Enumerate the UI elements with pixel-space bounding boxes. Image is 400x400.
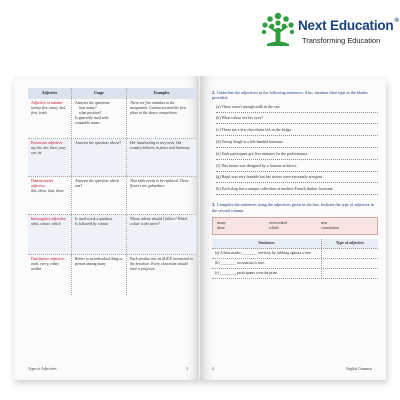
table-row [28, 99, 196, 139]
usage-subline: how many? [79, 106, 97, 110]
header-sentences: Sentences [212, 239, 322, 248]
exercise-item: (g) Rajul was very humble but her sisters were extremely arrogant. [216, 174, 323, 180]
question-3-instruction [212, 202, 378, 213]
right-page-number: 4 [212, 367, 214, 371]
adjective-cell [28, 99, 72, 138]
usage-cell [72, 177, 127, 214]
registered-mark: ® [394, 18, 399, 24]
table-header-row [212, 239, 378, 249]
left-page-number: 3 [186, 367, 188, 371]
type-answer-cell[interactable] [322, 269, 378, 278]
adjective-words: twenty-five, many, last, first, tenth [31, 106, 66, 115]
word-box-item: which [268, 226, 279, 231]
brand-name [298, 18, 399, 33]
answer-blank[interactable] [216, 120, 378, 124]
sentence-cell: (a) A bear marks ________ territory by rubbing against a tree. [212, 249, 322, 258]
brand-name-text: Next Education [298, 18, 394, 33]
brand-logo [258, 10, 399, 54]
adjective-table [28, 88, 196, 295]
usage-line: Answers the question: whose? [75, 141, 122, 145]
word-box-item: many [217, 221, 226, 225]
adjective-cell [28, 215, 72, 254]
usage-line: Refers to an individual thing or person among many [75, 257, 123, 266]
examples-cell: That table needs to be replaced. Those flowers are gulmohars. [130, 179, 189, 188]
table-header-row [28, 88, 196, 99]
usage-line: Is generally used with countable nouns [75, 116, 109, 125]
examples-cell: Each product has its M.R.P. mentioned in the brochure. Every classroom should have a projector. [130, 257, 193, 271]
question-2-instruction [212, 90, 378, 101]
table-row [28, 139, 196, 177]
exercise-item: (e) Each participant got five minutes for the performance. [216, 150, 309, 156]
type-answer-cell[interactable] [322, 259, 378, 268]
adjective-title: Demonstrative adjective: [31, 179, 54, 188]
sentence-cell: (c) ________ participants won the prize. [212, 269, 322, 278]
brand-tagline: Transforming Education [302, 36, 381, 45]
usage-subline: what position? [79, 111, 102, 115]
usage-cell [72, 215, 127, 254]
usage-cell [72, 255, 127, 295]
word-box-item: new [320, 221, 328, 225]
exercise-content [212, 90, 378, 279]
adjective-cell [28, 139, 72, 176]
answer-blank[interactable] [216, 132, 378, 136]
word-box [212, 217, 378, 235]
adjective-title: Interrogative adjective: [31, 217, 67, 221]
word-box-item: overcooked [268, 221, 288, 225]
usage-line: Answers the question: which one? [75, 179, 119, 188]
exercise-item: (d) Yuvraj Singh is a left-handed batsman. [216, 139, 284, 144]
usage-cell [72, 99, 127, 138]
right-footer-title: English Grammar [346, 367, 372, 371]
adjective-title: Adjective of number: [31, 101, 64, 105]
sentence-cell: (b) ________ accusation is true. [212, 259, 322, 268]
adjective-words: what, whose, which [31, 222, 61, 226]
table-row [28, 255, 196, 295]
question-number: 3. [212, 202, 216, 208]
header-type: Type of adjective [335, 241, 365, 246]
word-box-item: consolation [320, 226, 339, 231]
adjective-title: Distributive adjective: [31, 257, 65, 261]
adjective-cell [28, 255, 72, 295]
header-examples: Examples [153, 91, 170, 95]
question-text: Complete the sentences using the adjectives given in the box. Indicate the type of adjective in the second column. [212, 202, 374, 213]
table-row [28, 177, 196, 215]
examples-cell: Whose advice should I follow? Which colour is the saree? [130, 217, 188, 226]
answer-blank[interactable] [216, 156, 378, 160]
header-adjective: Adjective [28, 88, 72, 99]
usage-line: Is used to ask a question. [75, 217, 113, 221]
tree-logo-icon [258, 10, 298, 50]
type-answer-cell[interactable] [322, 249, 378, 258]
table-row [28, 215, 196, 255]
header-usage: Usage [72, 88, 127, 99]
answer-blank[interactable] [216, 191, 378, 195]
exercise-item: (f) This house was designed by a famous architect. [216, 162, 298, 168]
usage-line: Answers the questions: [75, 101, 111, 105]
examples-cell: Her handwriting is very neat. Our country believes in peace and harmony. [130, 141, 191, 150]
adjective-title: Possessive adjective: [31, 141, 63, 145]
examples-cell: There are five mistakes in the assignment. Garima secured the first place in the dance competition. [130, 101, 187, 115]
adjective-cell [28, 177, 72, 214]
adjective-words: each, every, either, neither [31, 262, 60, 271]
table-row [212, 269, 378, 279]
answer-blank[interactable] [216, 109, 378, 113]
right-page [200, 76, 386, 380]
table-row [212, 249, 378, 259]
answer-blank[interactable] [216, 144, 378, 148]
usage-cell [72, 139, 127, 176]
question-text: Underline the adjectives in the following sentences. Also, mention their type in the blanks provided. [212, 90, 368, 101]
adjective-words: this, these, that, those [31, 189, 64, 193]
exercise-item: (a) There wasn't enough milk in the can. [216, 103, 281, 109]
table-row [212, 259, 378, 269]
word-box-item: these [217, 226, 225, 231]
answer-blank[interactable] [216, 168, 378, 172]
exercise-item: (b) What colour are his eyes? [216, 115, 263, 121]
adjective-words: my, his, her, their, your, our, its [31, 146, 67, 155]
usage-line: Is followed by a noun [75, 222, 109, 226]
exercise-item: (h) Each shop has a unique collection of modern French leather footwear. [216, 186, 334, 192]
answer-blank[interactable] [216, 179, 378, 183]
sentence-table [212, 239, 378, 279]
left-footer-title: Types of Adjectives [28, 367, 57, 371]
left-page [14, 76, 200, 380]
question-number: 2. [212, 90, 216, 95]
exercise-item: (c) There are a few chocolates left in the fridge. [216, 127, 293, 133]
